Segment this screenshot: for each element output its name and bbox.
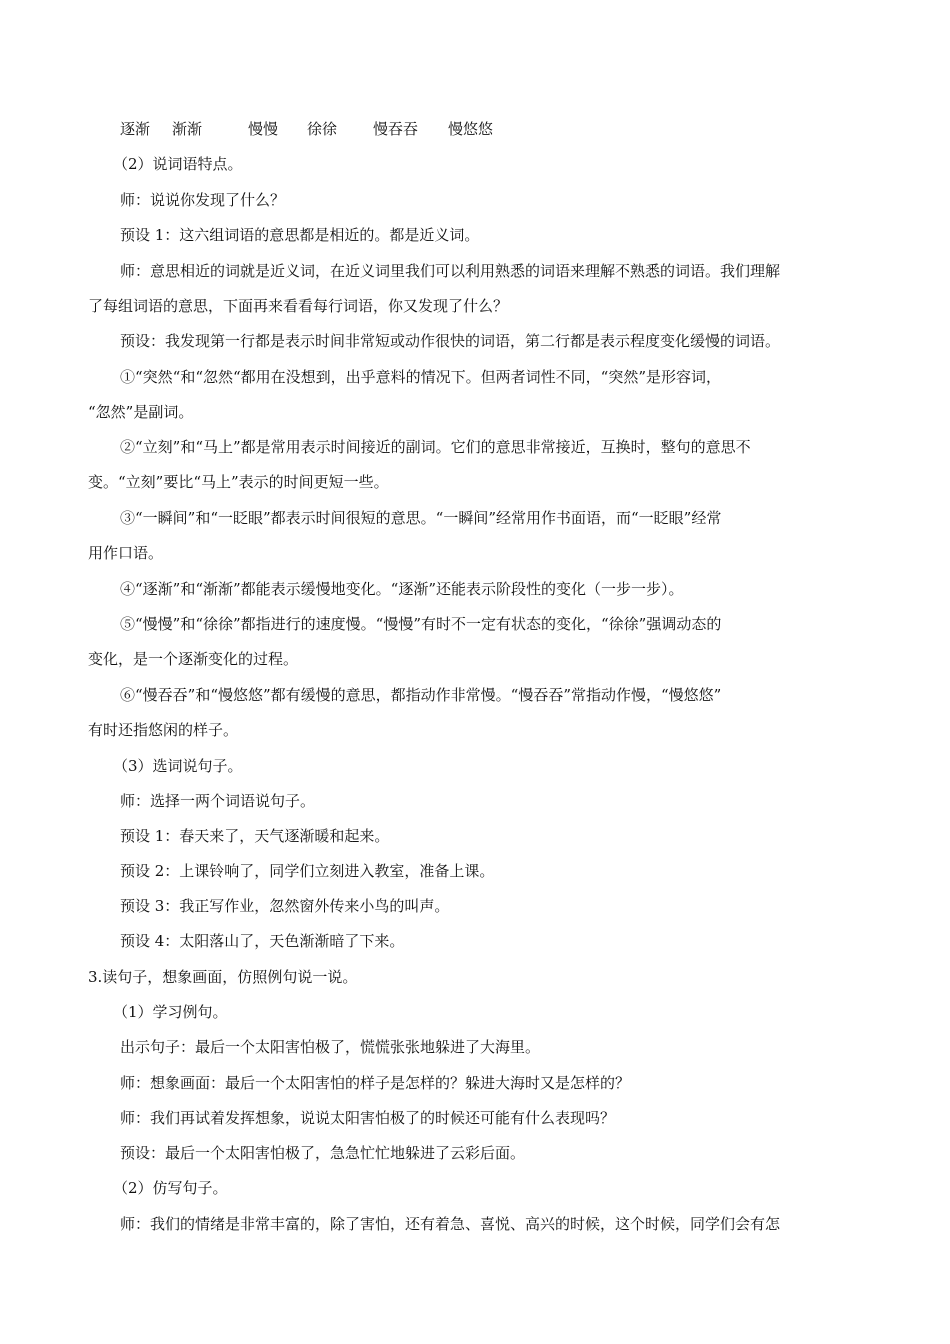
text-line: ①“突然“和“忽然“都用在没想到，出乎意料的情况下。但两者词性不同，“突然”是形容词， <box>120 368 722 386</box>
text-line: 师：说说你发现了什么？ <box>120 191 286 209</box>
text-line: “忽然”是副词。 <box>88 403 194 421</box>
text-line: 预设 2：上课铃响了，同学们立刻进入教室，准备上课。 <box>120 862 495 880</box>
subheading-word-features: （2）说词语特点。 <box>113 155 243 173</box>
text-line: ②“立刻”和“马上”都是常用表示时间接近的副词。它们的意思非常接近，互换时，整句的意思不 <box>120 438 751 456</box>
text-line: ④“逐渐”和“渐渐”都能表示缓慢地变化。“逐渐”还能表示阶段性的变化（一步一步）。 <box>120 580 684 598</box>
word-item: 慢慢 <box>248 120 279 138</box>
text-line: 预设 3：我正写作业，忽然窗外传来小鸟的叫声。 <box>120 897 450 915</box>
text-line: ⑤“慢慢”和“徐徐”都指进行的速度慢。“慢慢”有时不一定有状态的变化，“徐徐”强调动态的 <box>120 615 722 633</box>
text-line: 变化，是一个逐渐变化的过程。 <box>88 650 299 668</box>
text-line: 有时还指悠闲的样子。 <box>88 721 239 739</box>
text-line: 师：我们的情绪是非常丰富的，除了害怕，还有着急、喜悦、高兴的时候，这个时候，同学们会有怎 <box>120 1215 781 1233</box>
word-item: 慢悠悠 <box>448 120 494 138</box>
text-line: 预设：最后一个太阳害怕极了，急急忙忙地躲进了云彩后面。 <box>120 1144 526 1162</box>
subheading-choose-words: （3）选词说句子。 <box>113 757 243 775</box>
word-item: 渐渐 <box>172 120 203 138</box>
text-line: 师：想象画面：最后一个太阳害怕的样子是怎样的？躲进大海时又是怎样的？ <box>120 1074 631 1092</box>
text-line: 变。“立刻”要比“马上”表示的时间更短一些。 <box>88 473 389 491</box>
text-line: ③“一瞬间”和“一眨眼”都表示时间很短的意思。“一瞬间”经常用作书面语，而“一眨眼”经常 <box>120 509 722 527</box>
word-item: 徐徐 <box>307 120 338 138</box>
word-item: 慢吞吞 <box>373 120 419 138</box>
text-line: 出示句子：最后一个太阳害怕极了，慌慌张张地躲进了大海里。 <box>120 1038 541 1056</box>
text-line: 师：选择一两个词语说句子。 <box>120 792 316 810</box>
text-line: 用作口语。 <box>88 544 164 562</box>
word-item: 逐渐 <box>120 120 151 138</box>
subheading-example: （1）学习例句。 <box>113 1003 228 1021</box>
text-line: 预设：我发现第一行都是表示时间非常短或动作很快的词语，第二行都是表示程度变化缓慢的词语。 <box>120 332 781 350</box>
text-line: 了每组词语的意思，下面再来看看每行词语，你又发现了什么？ <box>88 297 509 315</box>
text-line: ⑥“慢吞吞”和“慢悠悠”都有缓慢的意思，都指动作非常慢。“慢吞吞”常指动作慢，“慢悠悠” <box>120 686 722 704</box>
section-heading: 3.读句子，想象画面，仿照例句说一说。 <box>88 968 358 986</box>
text-line: 师：意思相近的词就是近义词，在近义词里我们可以利用熟悉的词语来理解不熟悉的词语。我们理解 <box>120 262 781 280</box>
text-line: 师：我们再试着发挥想象，说说太阳害怕极了的时候还可能有什么表现吗？ <box>120 1109 616 1127</box>
text-line: 预设 1：这六组词语的意思都是相近的。都是近义词。 <box>120 226 480 244</box>
subheading-imitate: （2）仿写句子。 <box>113 1179 228 1197</box>
text-line: 预设 1：春天来了，天气逐渐暖和起来。 <box>120 827 390 845</box>
text-line: 预设 4：太阳落山了，天色渐渐暗了下来。 <box>120 932 405 950</box>
